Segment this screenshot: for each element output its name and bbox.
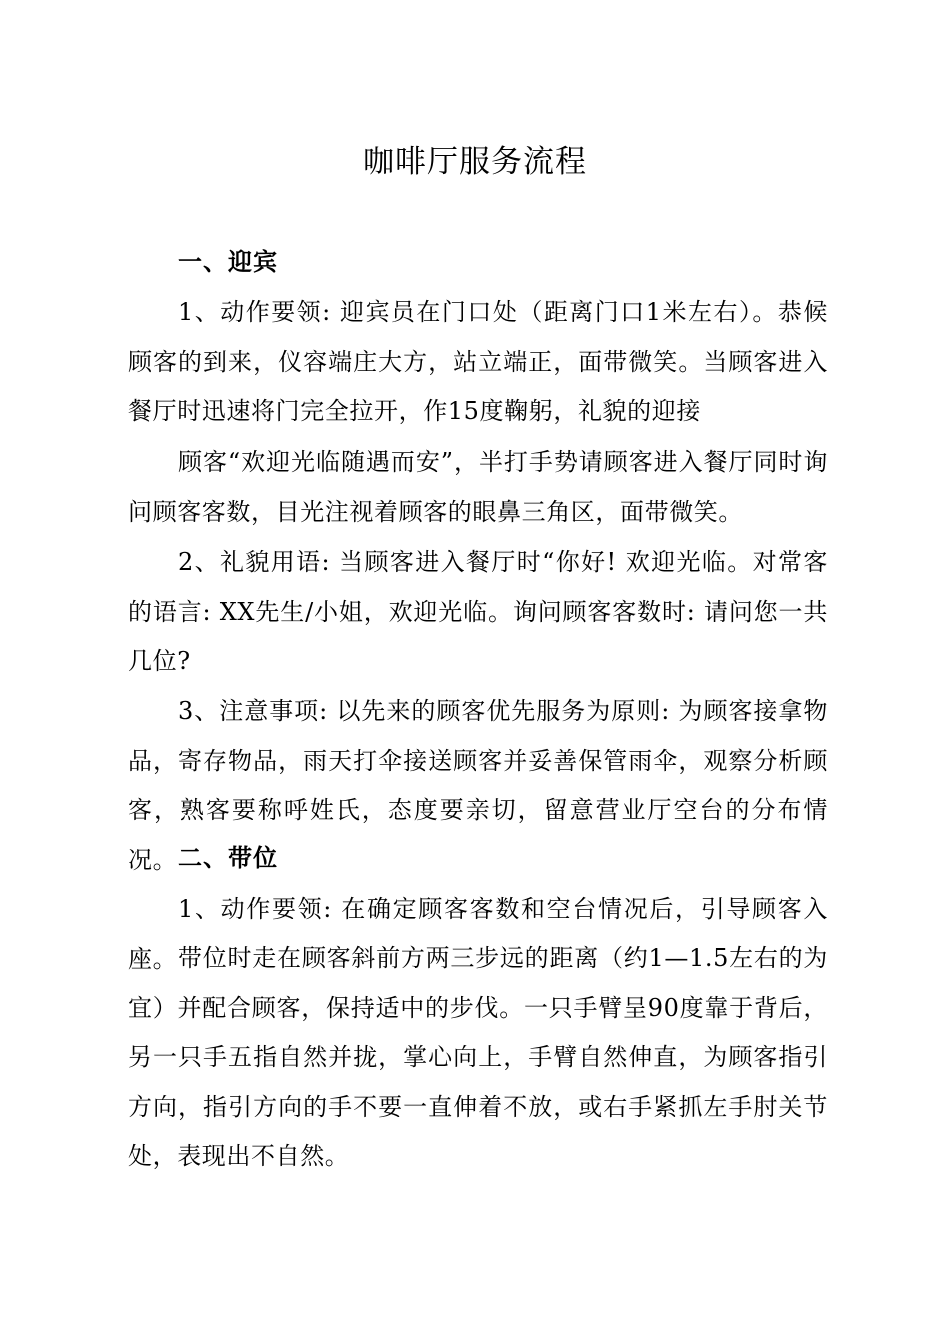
document-title: 咖啡厅服务流程 <box>363 144 587 180</box>
paragraph-welcome-4: 3、注意事项: 以先来的顾客优先服务为原则: 为顾客接拿物品，寄存物品，雨天打伞接送顾客并妥善保管雨伞，观察分析顾客，熟客要称呼姓氏，态度要亲切，留意营业厅空台的分布情况。 <box>128 697 828 874</box>
paragraph-welcome-2: 顾客“欢迎光临随遇而安”，半打手势请顾客进入餐厅同时询问顾客客数，目光注视着顾客的眼鼻三角区，面带微笑。 <box>128 448 828 526</box>
paragraph-seating-2: 带位时走在顾客斜前方两三步远的距离（约1—1.5左右的为宜）并配合顾客，保持适中的步伐。一只手臂呈90度靠于背后，另一只手五指自然并拢，掌心向上，手臂自然伸直，为顾客指引方向，指引方向的手不要一直伸着不放，或右手紧抓左手肘关节处，表现出不自然。 <box>128 944 828 1170</box>
paragraph-welcome-1: 1、动作要领: 迎宾员在门口处（距离门口1米左右）。恭候顾客的到来，仪容端庄大方，站立端正，面带微笑。当顾客进入餐厅时迅速将门完全拉开，作15度鞠躬，礼貌的迎接 <box>128 298 828 425</box>
section-heading-seating: 二、带位 <box>178 844 278 872</box>
section-heading-welcome: 一、迎宾 <box>178 248 278 276</box>
paragraph-seating-1: 1、动作要领: 在确定顾客客数和空台情况后，引导顾客入座。 <box>128 895 828 973</box>
paragraph-welcome-3: 2、礼貌用语: 当顾客进入餐厅时“你好! 欢迎光临。对常客的语言: XX先生/小姐，欢迎光临。询问顾客客数时: 请问您一共几位? <box>128 548 828 675</box>
